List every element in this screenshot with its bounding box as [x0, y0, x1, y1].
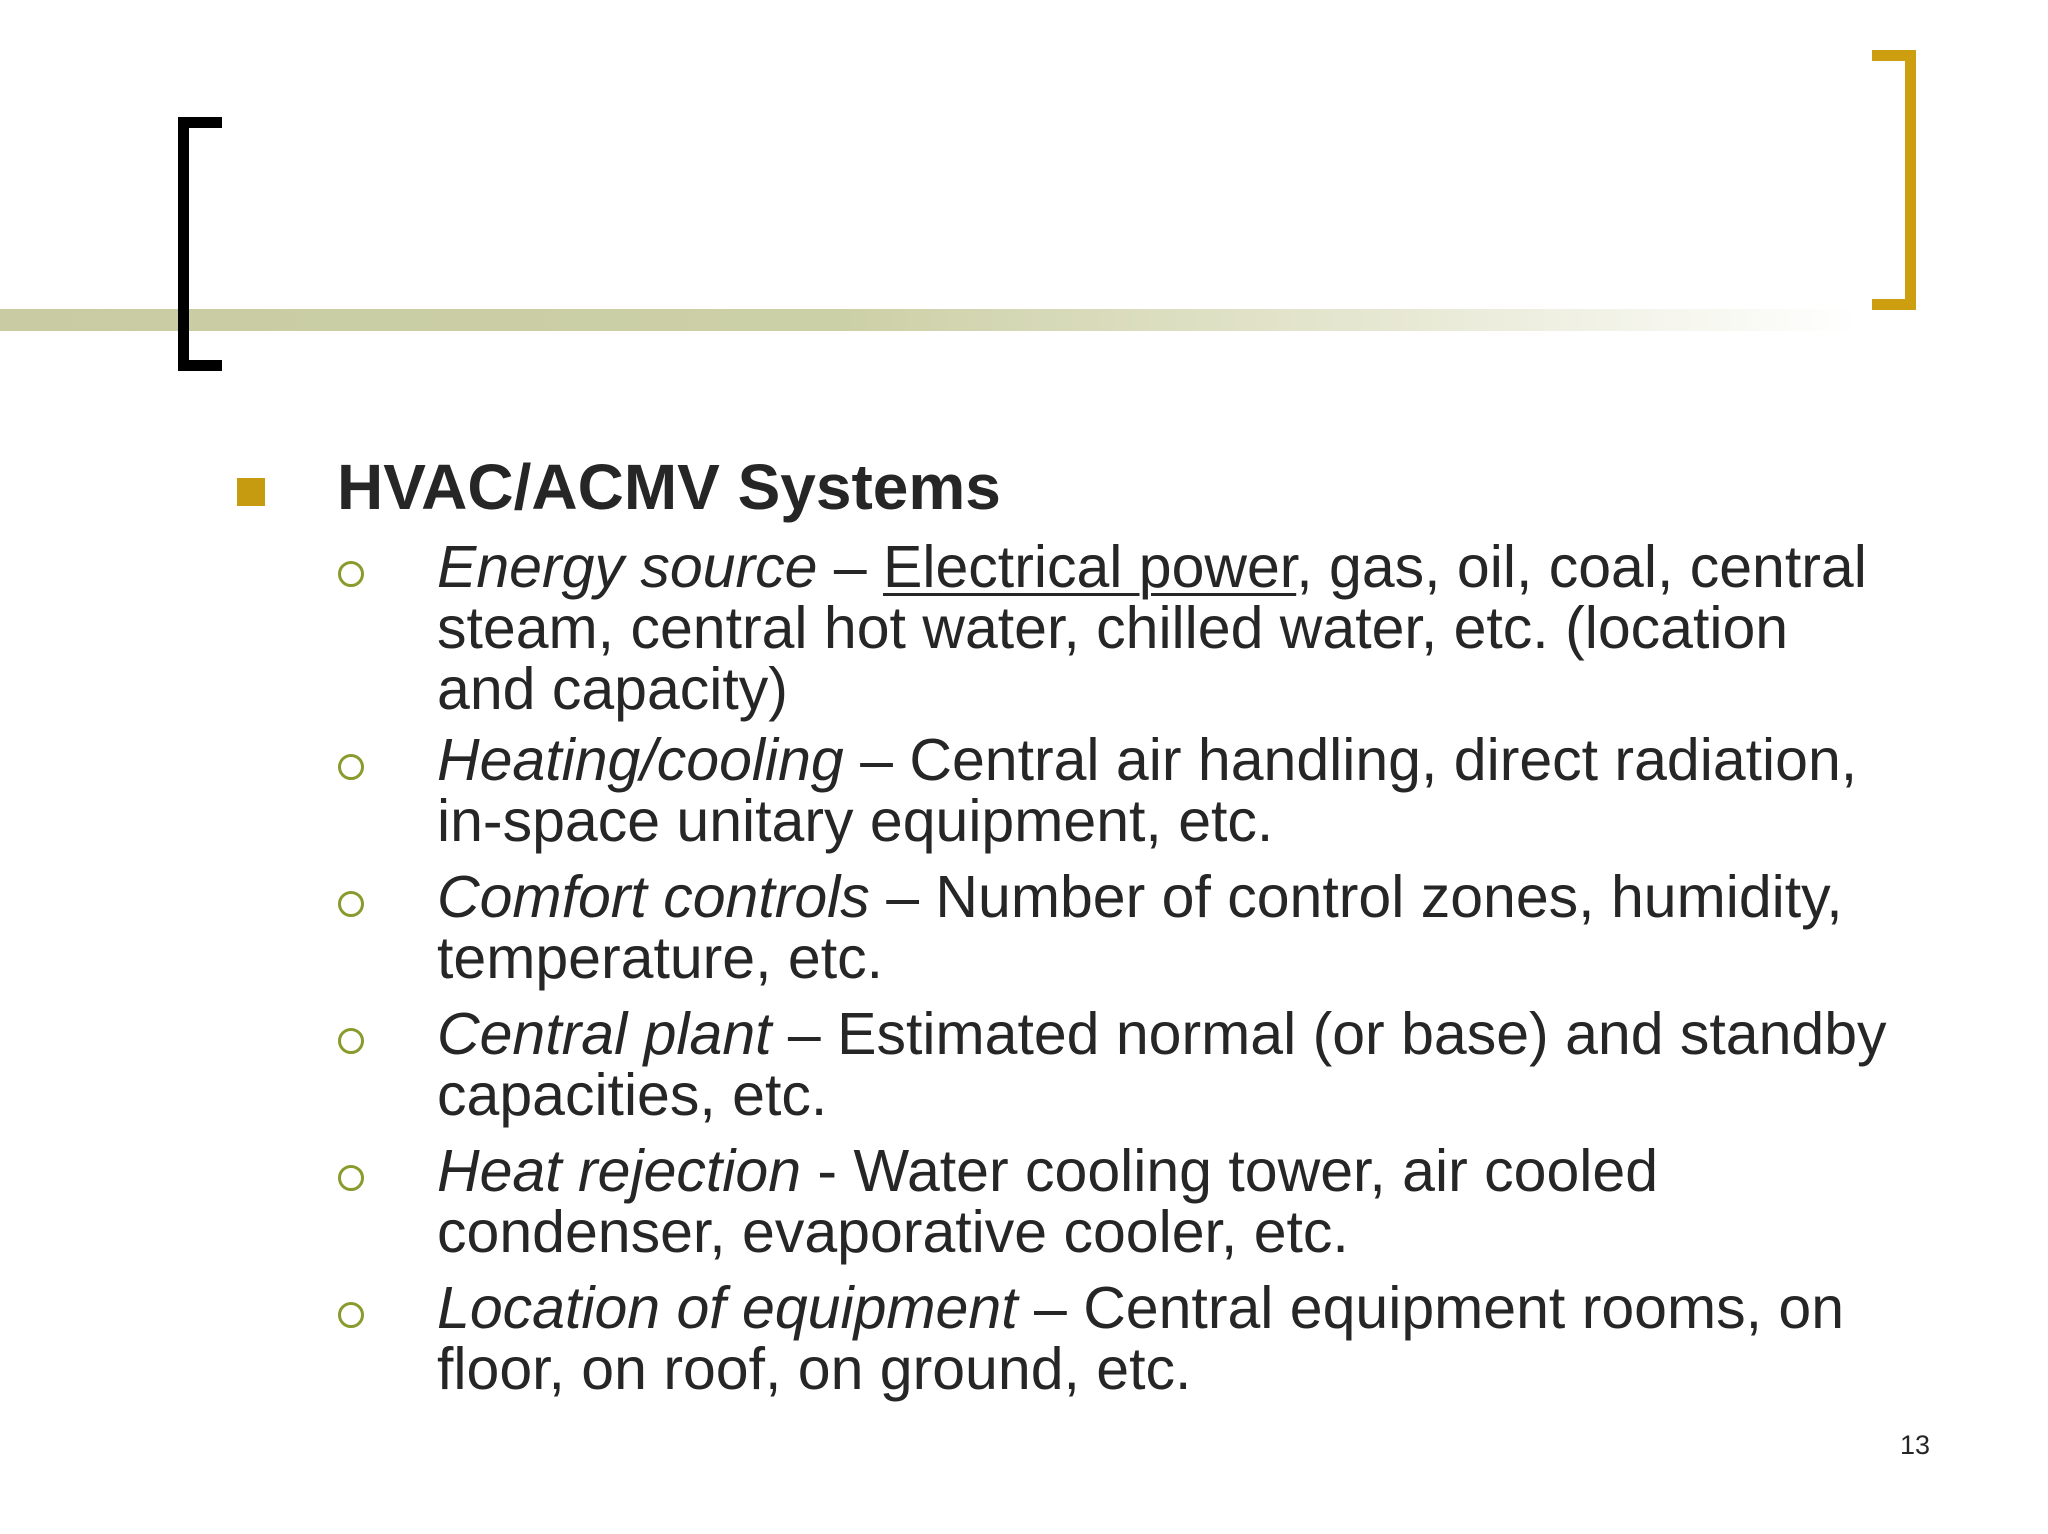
circle-bullet-icon	[338, 1165, 364, 1191]
circle-bullet-icon	[338, 561, 364, 587]
item-separator: –	[843, 727, 910, 793]
list-item-text	[437, 1138, 1897, 1265]
square-bullet-icon	[237, 478, 265, 506]
circle-bullet-icon	[338, 1028, 364, 1054]
list-item-text	[437, 1001, 1897, 1128]
item-term: Heating/cooling	[437, 727, 844, 793]
item-description: Central equipment rooms, on floor, on roof, on ground, etc.	[437, 1275, 1845, 1402]
item-term: Central plant	[437, 1001, 772, 1067]
circle-bullet-icon	[338, 754, 364, 780]
item-separator: –	[869, 864, 936, 930]
list-item-text	[437, 534, 1897, 722]
item-separator: -	[801, 1138, 854, 1204]
item-description: Number of control zones, humidity, temperature, etc.	[437, 864, 1843, 991]
item-description: , gas, oil, coal, central steam, central hot water, chilled water, etc. (location and capacity)	[437, 534, 1867, 722]
item-separator: –	[771, 1001, 838, 1067]
list-item-text	[437, 864, 1897, 991]
list-item-text	[437, 727, 1897, 854]
item-term: Energy source	[437, 534, 818, 600]
item-description: Central air handling, direct radiation, in-space unitary equipment, etc.	[437, 727, 1858, 854]
bullet-heading: HVAC/ACMV Systems	[337, 451, 1001, 523]
circle-bullet-icon	[338, 891, 364, 917]
item-term: Comfort controls	[437, 864, 870, 930]
list-item-text	[437, 1275, 1897, 1402]
item-separator: –	[1017, 1275, 1084, 1341]
circle-bullet-icon	[338, 1302, 364, 1328]
item-underlined: Electrical power	[883, 534, 1297, 600]
item-separator: –	[817, 534, 884, 600]
item-term: Location of equipment	[437, 1275, 1018, 1341]
item-description: Estimated normal (or base) and standby capacities, etc.	[437, 1001, 1887, 1128]
item-term: Heat rejection	[437, 1138, 802, 1204]
page-number: 13	[1900, 1430, 1931, 1460]
item-description: Water cooling tower, air cooled condenser, evaporative cooler, etc.	[437, 1138, 1659, 1265]
